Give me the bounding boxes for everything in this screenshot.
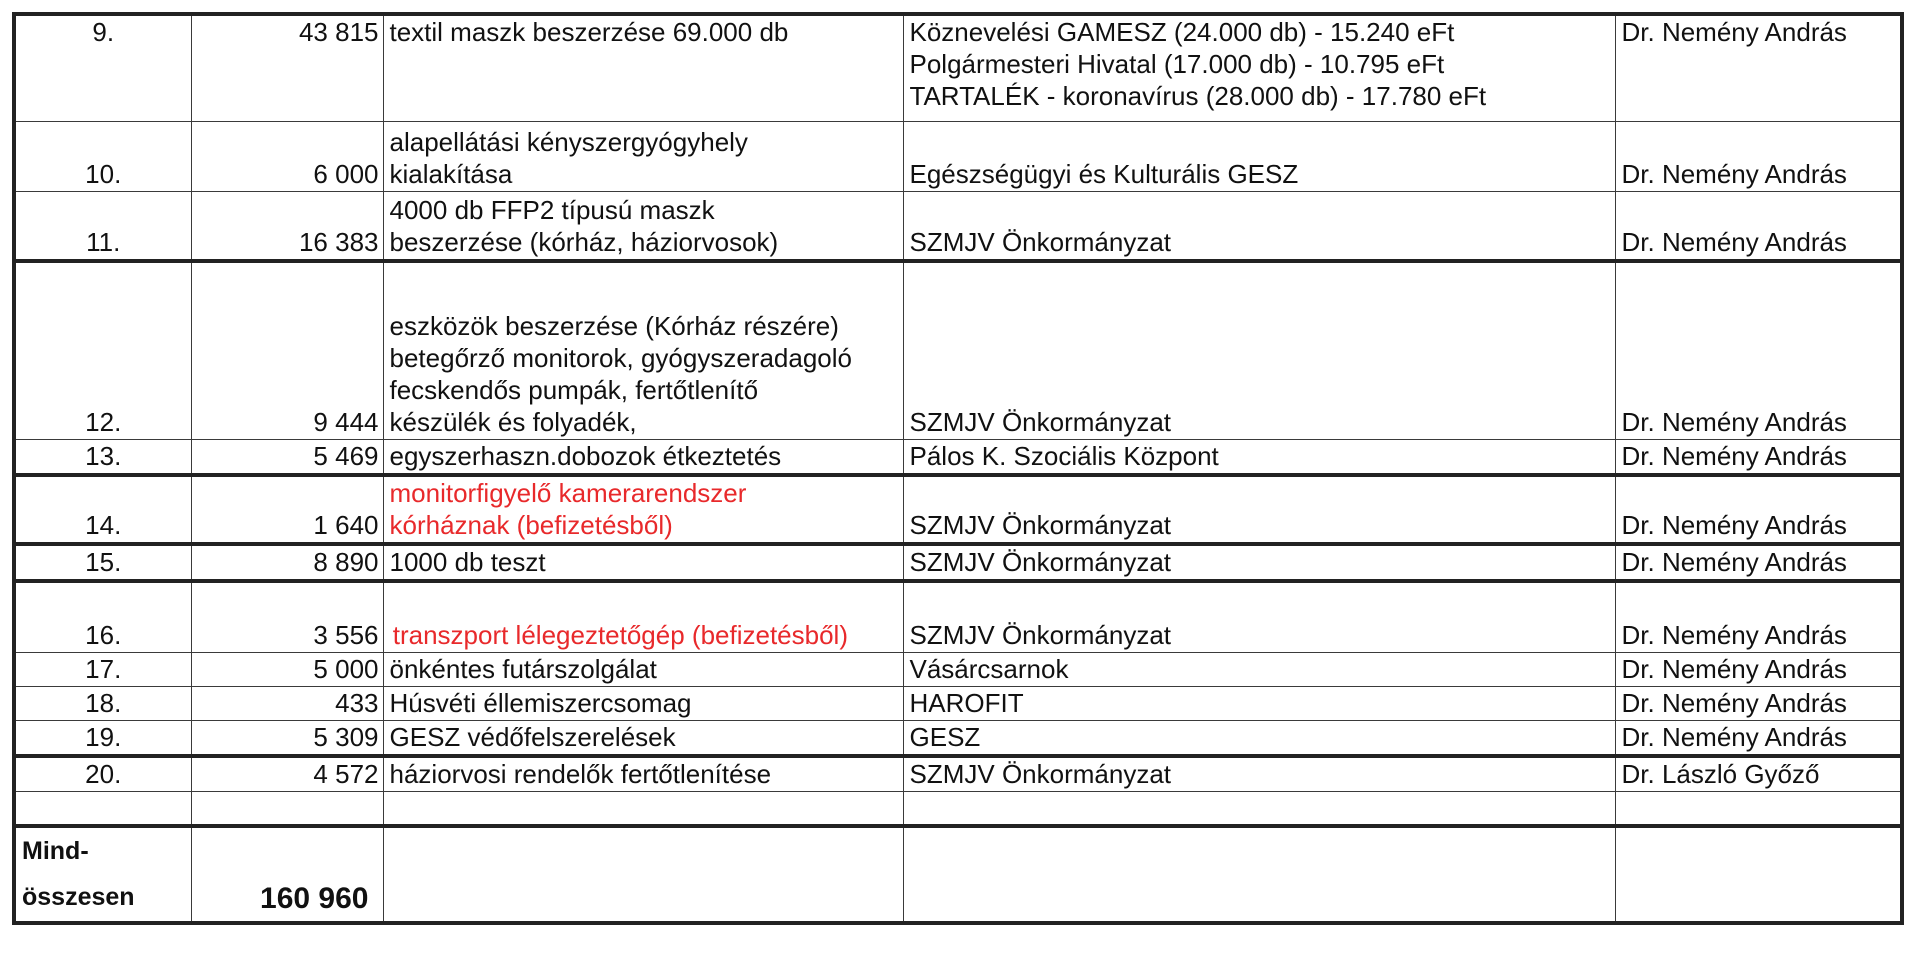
table-row: [14, 121, 1902, 191]
organization-cell[interactable]: HAROFIT: [903, 687, 1615, 721]
empty-cell[interactable]: [1615, 826, 1902, 923]
row-number-cell[interactable]: 18.: [14, 687, 191, 721]
amount-cell[interactable]: 4 572: [191, 756, 383, 792]
table-row: [14, 191, 1902, 261]
amount-cell[interactable]: 6 000: [191, 121, 383, 191]
responsible-person-cell[interactable]: Dr. Nemény András: [1615, 14, 1902, 121]
amount-cell[interactable]: 5 309: [191, 721, 383, 757]
description-cell[interactable]: háziorvosi rendelők fertőtlenítése: [383, 756, 903, 792]
row-number-cell[interactable]: 17.: [14, 653, 191, 687]
description-cell[interactable]: Húsvéti éllemiszercsomag: [383, 687, 903, 721]
row-number-cell[interactable]: 15.: [14, 544, 191, 581]
amount-cell[interactable]: 43 815: [191, 14, 383, 121]
organization-line: TARTALÉK - koronavírus (28.000 db) - 17.780 eFt: [909, 81, 1487, 111]
description-cell[interactable]: transzport lélegeztetőgép (befizetésből): [383, 581, 903, 653]
organization-line: Köznevelési GAMESZ (24.000 db) - 15.240 eFt: [909, 17, 1455, 47]
description-cell[interactable]: [383, 191, 903, 261]
budget-table: [12, 12, 1904, 925]
responsible-person-cell[interactable]: Dr. László Győző: [1615, 756, 1902, 792]
amount-cell[interactable]: 1 640: [191, 475, 383, 544]
responsible-person-cell[interactable]: Dr. Nemény András: [1615, 544, 1902, 581]
description-cell[interactable]: 1000 db teszt: [383, 544, 903, 581]
responsible-person-cell[interactable]: Dr. Nemény András: [1615, 475, 1902, 544]
description-line: beszerzése (kórház, háziorvosok): [389, 227, 779, 257]
organization-cell[interactable]: SZMJV Önkormányzat: [903, 475, 1615, 544]
amount-cell[interactable]: 8 890: [191, 544, 383, 581]
responsible-person-cell[interactable]: Dr. Nemény András: [1615, 121, 1902, 191]
organization-cell[interactable]: SZMJV Önkormányzat: [903, 544, 1615, 581]
row-number-cell[interactable]: 16.: [14, 581, 191, 653]
responsible-person-cell[interactable]: Dr. Nemény András: [1615, 439, 1902, 475]
organization-cell[interactable]: Vásárcsarnok: [903, 653, 1615, 687]
empty-cell[interactable]: [191, 792, 383, 826]
organization-cell[interactable]: Egészségügyi és Kulturális GESZ: [903, 121, 1615, 191]
responsible-person-cell[interactable]: Dr. Nemény András: [1615, 653, 1902, 687]
description-cell[interactable]: [383, 121, 903, 191]
empty-cell[interactable]: [1615, 792, 1902, 826]
description-line: fecskendős pumpák, fertőtlenítő: [389, 374, 759, 405]
row-number-cell[interactable]: 19.: [14, 721, 191, 757]
organization-cell[interactable]: [903, 14, 1615, 121]
empty-cell[interactable]: [903, 826, 1615, 923]
total-label-cell[interactable]: [14, 826, 191, 923]
description-cell[interactable]: önkéntes futárszolgálat: [383, 653, 903, 687]
row-number-cell[interactable]: 13.: [14, 439, 191, 475]
description-cell[interactable]: GESZ védőfelszerelések: [383, 721, 903, 757]
organization-cell[interactable]: SZMJV Önkormányzat: [903, 191, 1615, 261]
amount-cell[interactable]: 16 383: [191, 191, 383, 261]
table-row: [14, 544, 1902, 581]
row-number-cell[interactable]: 12.: [14, 261, 191, 439]
row-number-cell[interactable]: 11.: [14, 191, 191, 261]
table-row: [14, 756, 1902, 792]
table-row: [14, 475, 1902, 544]
total-amount-cell[interactable]: 160 960: [191, 826, 383, 923]
responsible-person-cell[interactable]: Dr. Nemény András: [1615, 581, 1902, 653]
empty-cell[interactable]: [383, 792, 903, 826]
description-cell[interactable]: [383, 475, 903, 544]
table-row: [14, 721, 1902, 757]
responsible-person-cell[interactable]: Dr. Nemény András: [1615, 721, 1902, 757]
description-line: készülék és folyadék,: [389, 406, 637, 437]
responsible-person-cell[interactable]: Dr. Nemény András: [1615, 191, 1902, 261]
table-row: [14, 14, 1902, 121]
amount-cell[interactable]: 5 469: [191, 439, 383, 475]
row-number-cell[interactable]: 20.: [14, 756, 191, 792]
total-label-line: Mind-: [22, 836, 89, 865]
table-row: [14, 653, 1902, 687]
organization-cell[interactable]: SZMJV Önkormányzat: [903, 261, 1615, 439]
empty-cell[interactable]: [14, 792, 191, 826]
total-label-line: összesen: [22, 882, 135, 911]
table-row: [14, 687, 1902, 721]
spreadsheet-sheet: [12, 12, 1912, 957]
table-row: [14, 261, 1902, 439]
amount-cell[interactable]: 433: [191, 687, 383, 721]
description-cell[interactable]: egyszerhaszn.dobozok étkeztetés: [383, 439, 903, 475]
organization-cell[interactable]: GESZ: [903, 721, 1615, 757]
total-row: [14, 826, 1902, 923]
row-number-cell[interactable]: 14.: [14, 475, 191, 544]
amount-cell[interactable]: 3 556: [191, 581, 383, 653]
description-line: betegőrző monitorok, gyógyszeradagoló: [389, 342, 853, 373]
amount-cell[interactable]: 5 000: [191, 653, 383, 687]
amount-cell[interactable]: 9 444: [191, 261, 383, 439]
organization-cell[interactable]: SZMJV Önkormányzat: [903, 756, 1615, 792]
table-row: [14, 581, 1902, 653]
responsible-person-cell[interactable]: Dr. Nemény András: [1615, 261, 1902, 439]
description-line: kórháznak (befizetésből): [389, 509, 673, 540]
description-cell[interactable]: textil maszk beszerzése 69.000 db: [383, 14, 903, 121]
empty-cell[interactable]: [383, 826, 903, 923]
row-number-cell[interactable]: 9.: [14, 14, 191, 121]
organization-cell[interactable]: SZMJV Önkormányzat: [903, 581, 1615, 653]
organization-cell[interactable]: Pálos K. Szociális Központ: [903, 439, 1615, 475]
description-line: monitorfigyelő kamerarendszer: [389, 477, 747, 508]
empty-cell[interactable]: [903, 792, 1615, 826]
description-line: 4000 db FFP2 típusú maszk: [389, 195, 715, 225]
row-number-cell[interactable]: 10.: [14, 121, 191, 191]
responsible-person-cell[interactable]: Dr. Nemény András: [1615, 687, 1902, 721]
organization-line: Polgármesteri Hivatal (17.000 db) - 10.795 eFt: [909, 49, 1445, 79]
description-line: alapellátási kényszergyógyhely: [389, 126, 748, 157]
empty-row: [14, 792, 1902, 826]
description-cell[interactable]: [383, 261, 903, 439]
table-row: [14, 439, 1902, 475]
description-line: kialakítása: [389, 158, 513, 189]
description-line: eszközök beszerzése (Kórház részére): [389, 310, 839, 341]
